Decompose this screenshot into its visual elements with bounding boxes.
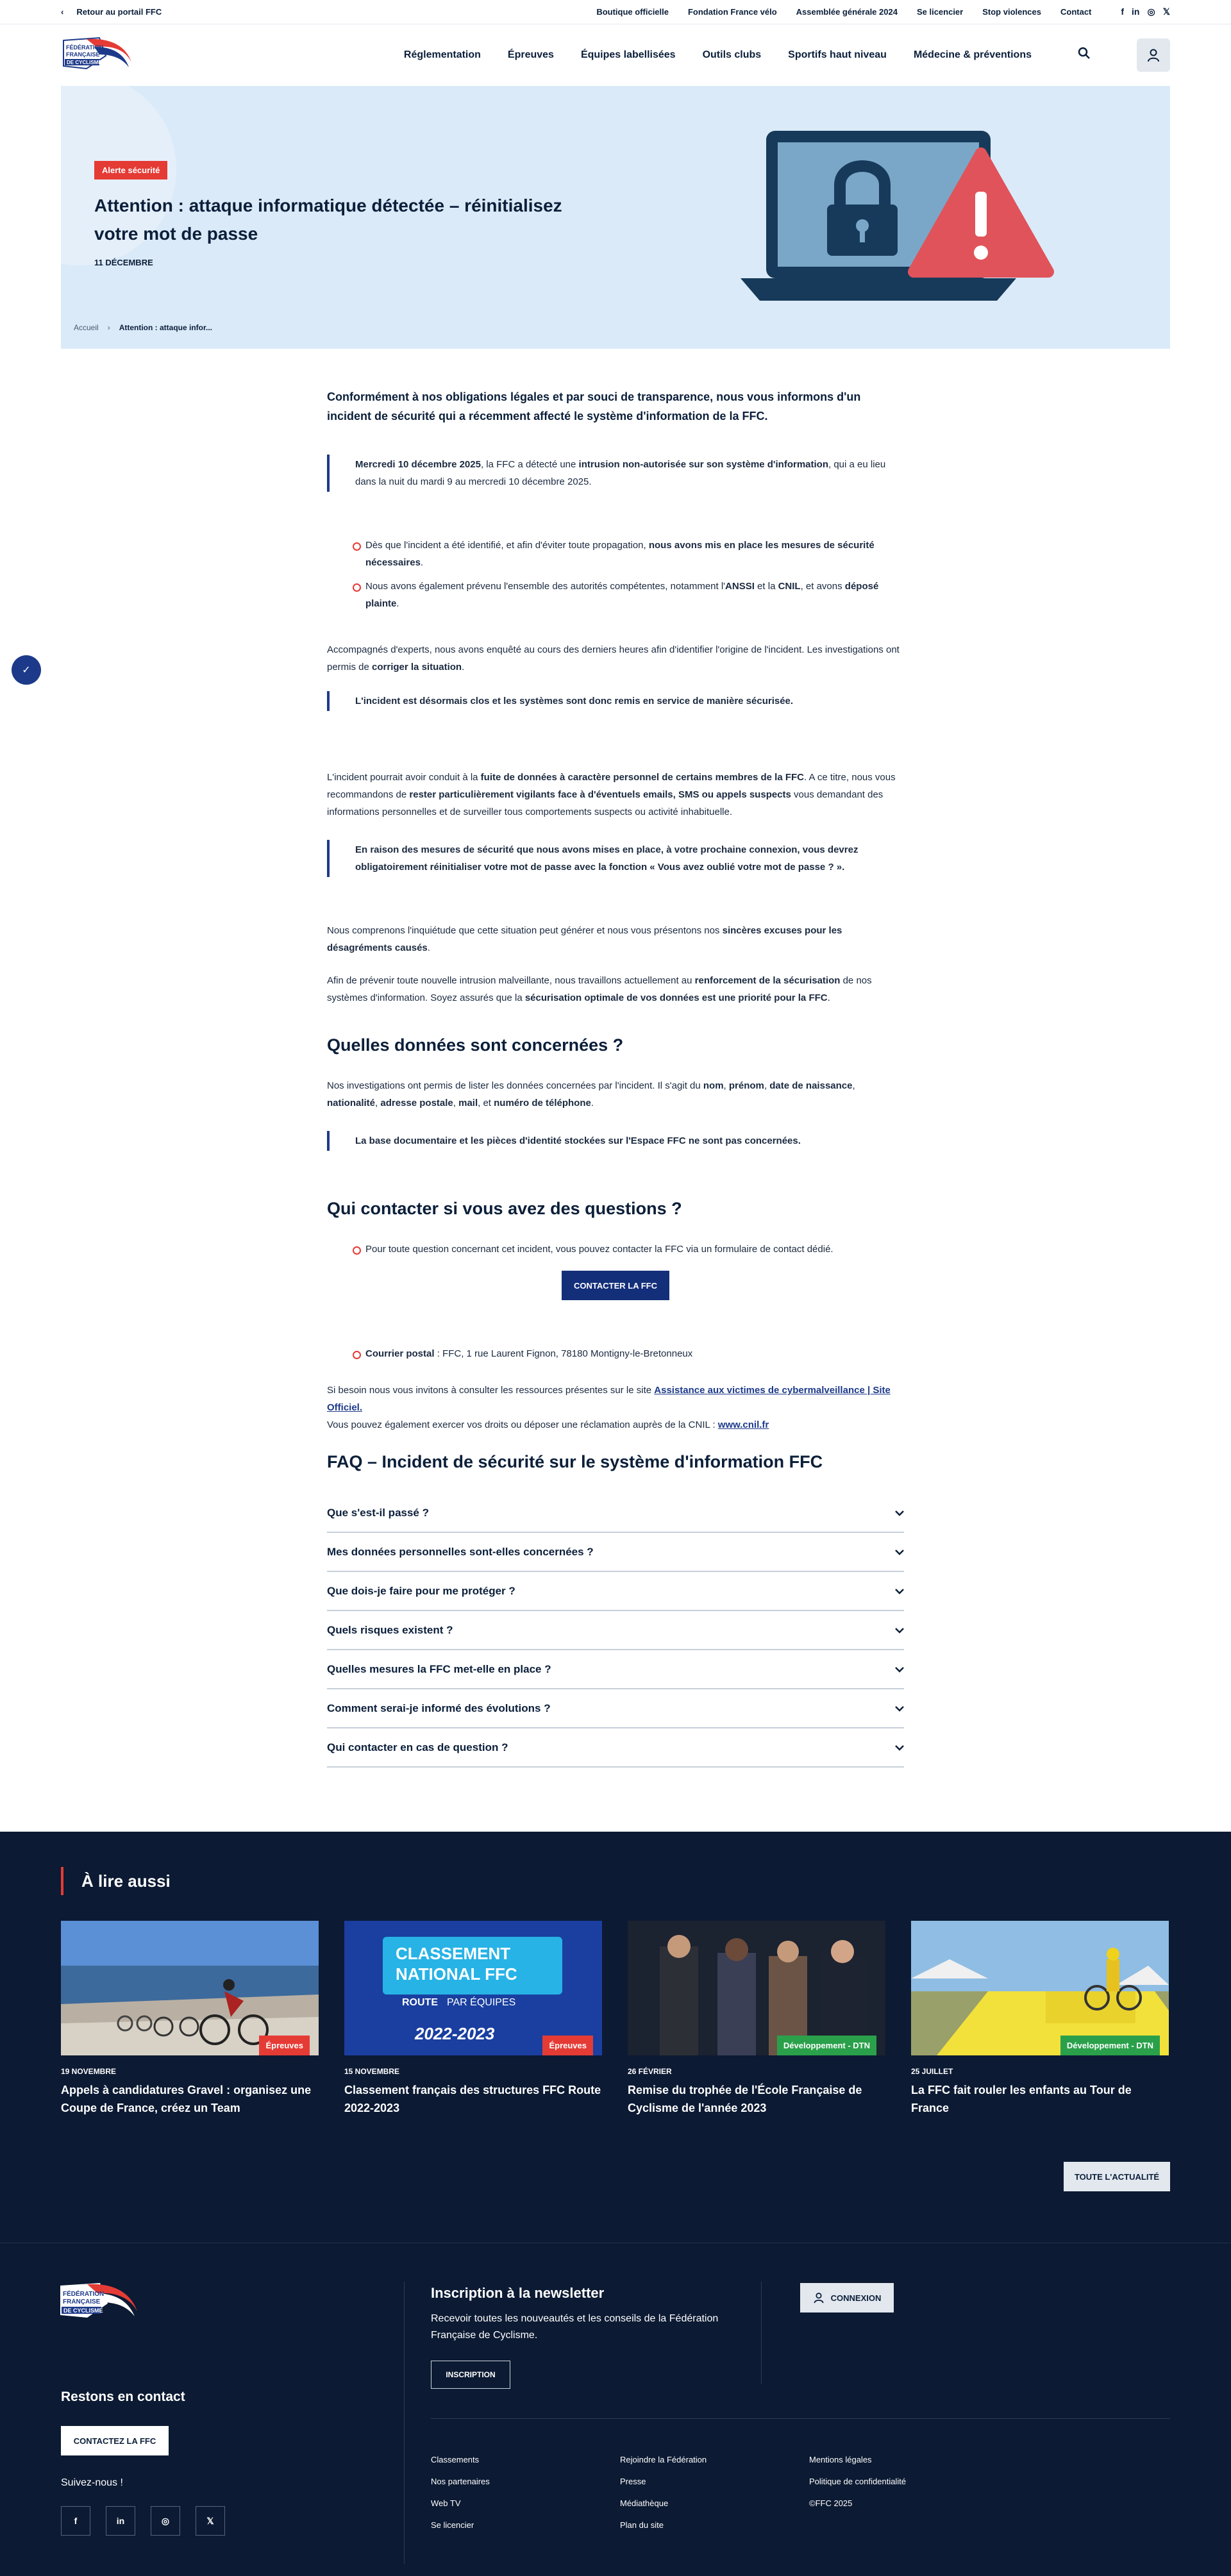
quote-date: Mercredi 10 décembre 2025 — [355, 459, 481, 470]
nav-medecine[interactable]: Médecine & préventions — [913, 49, 1032, 60]
measures-list — [327, 537, 904, 612]
follow-us-label: Suivez-nous ! — [61, 2477, 123, 2488]
link-fondation[interactable]: Fondation France vélo — [687, 7, 777, 17]
user-icon — [1146, 48, 1160, 62]
newsletter-title: Inscription à la newsletter — [431, 2285, 605, 2301]
quote-bold-intrusion: intrusion non-autorisée sur son système d'information — [578, 459, 828, 470]
footer-link[interactable]: Presse — [620, 2477, 646, 2486]
card-image-tour — [911, 1921, 1169, 2055]
svg-text:PAR ÉQUIPES: PAR ÉQUIPES — [447, 1997, 516, 2008]
list-item: Nous avons également prévenu l'ensemble des autorités compétentes, notamment l'ANSSI et la CNIL, et avons déposé plainte. — [353, 578, 904, 612]
paragraph-leak: L'incident pourrait avoir conduit à la fuite de données à caractère personnel de certains membres de la FFC. A ce titre, nous vous recommandons de rester particulièrement vigilants face à d'éventuels emails, SMS ou appels suspects vous demandant des informations personnelles et de surveiller tous comportements suspects ou activité inhabituelle. — [327, 772, 896, 817]
faq-item[interactable]: Qui contacter en cas de question ? — [327, 1728, 904, 1768]
list-item: Courrier postal : FFC, 1 rue Laurent Fignon, 78180 Montigny-le-Bretonneux — [353, 1345, 904, 1362]
user-icon — [813, 2292, 825, 2304]
breadcrumb — [74, 323, 212, 332]
nav-equipes[interactable]: Équipes labellisées — [580, 49, 676, 60]
accessibility-button[interactable] — [12, 655, 41, 685]
footer-link[interactable]: Se licencier — [431, 2520, 474, 2530]
card-title: Appels à candidatures Gravel : organisez une Coupe de France, créez un Team — [61, 2084, 312, 2114]
footer-logo[interactable] — [58, 2282, 142, 2324]
footer-link[interactable]: Rejoindre la Fédération — [620, 2455, 707, 2464]
footer-link[interactable]: Nos partenaires — [431, 2477, 490, 2486]
list-item: Pour toute question concernant cet incident, vous pouvez contacter la FFC via un formulaire de contact dédié. — [353, 1241, 904, 1258]
card-date: 26 FÉVRIER — [628, 2067, 672, 2076]
breadcrumb-current: Attention : attaque infor... — [119, 323, 213, 332]
x-icon[interactable]: 𝕏 — [196, 2506, 225, 2536]
quote-not-concerned: La base documentaire et les pièces d'identité stockées sur l'Espace FFC ne sont pas concernées. — [327, 1131, 904, 1151]
nav-epreuves[interactable]: Épreuves — [507, 49, 554, 60]
news-card[interactable] — [911, 1921, 1169, 2117]
footer-link[interactable]: Plan du site — [620, 2520, 664, 2530]
footer-link[interactable]: Médiathèque — [620, 2498, 669, 2508]
chevron-right-icon: › — [107, 323, 110, 332]
footer-contact-title: Restons en contact — [61, 2389, 185, 2404]
paragraph-data-list: Nos investigations ont permis de lister les données concernées par l'incident. Il s'agit du nom, prénom, date de naissance, nationalité, adresse postale, mail, et numéro de téléphone. — [327, 1080, 855, 1108]
card-tag: Épreuves — [542, 2036, 593, 2055]
paragraph-resources: Si besoin nous vous invitons à consulter les ressources présentes sur le site Assistance aux victimes de cybermalveillance | Site Officiel. Vous pouvez également exercer vos droits ou déposer une réclamation auprès de la CNIL : www.cnil.fr — [327, 1385, 891, 1430]
faq-item[interactable]: Que s'est-il passé ? — [327, 1494, 904, 1533]
link-contact[interactable]: Contact — [1060, 7, 1092, 17]
footer-link[interactable]: Web TV — [431, 2498, 461, 2508]
card-tag: Développement - DTN — [1060, 2036, 1160, 2055]
quote-detection — [327, 455, 904, 492]
faq-item[interactable]: Comment serai-je informé des évolutions ? — [327, 1689, 904, 1728]
facebook-icon[interactable]: f — [1121, 6, 1125, 17]
footer — [0, 2243, 1231, 2576]
faq-item[interactable]: Quels risques existent ? — [327, 1611, 904, 1650]
cnil-link[interactable]: www.cnil.fr — [717, 1419, 769, 1430]
top-links — [596, 6, 1170, 17]
read-also-title: À lire aussi — [61, 1867, 1170, 1895]
svg-text:ROUTE: ROUTE — [402, 1997, 438, 2008]
faq-item[interactable]: Mes données personnelles sont-elles concernées ? — [327, 1533, 904, 1572]
contact-list — [327, 1241, 904, 1258]
article-body — [327, 387, 904, 1768]
card-date: 25 JUILLET — [911, 2067, 953, 2076]
alert-badge[interactable]: Alerte sécurité — [94, 161, 167, 180]
heading-faq: FAQ – Incident de sécurité sur le système d'information FFC — [327, 1452, 823, 1471]
paragraph-security: Afin de prévenir toute nouvelle intrusion malveillante, nous travaillons actuellement au renforcement de la sécurisation de nos systèmes d'information. Soyez assurés que la sécurisation optimale de vos données est une priorité pour la FFC. — [327, 975, 872, 1003]
linkedin-icon[interactable]: in — [1132, 6, 1140, 17]
postal-list — [327, 1345, 904, 1362]
footer-divider — [761, 2282, 762, 2384]
page-title: Attention : attaque informatique détectée – réinitialisez votre mot de passe — [94, 196, 562, 244]
article-lead: Conformément à nos obligations légales et par souci de transparence, nous vous informons d'un incident de sécurité qui a récemment affecté le système d'information de la FFC. — [327, 390, 861, 422]
nav-outils-clubs[interactable]: Outils clubs — [702, 49, 762, 60]
quote-text-2: , qui a eu lieu dans la nuit du mardi 9 au mercredi 10 décembre 2025. — [355, 459, 886, 487]
card-title: Classement français des structures FFC Route 2022-2023 — [344, 2084, 601, 2114]
all-news-button[interactable]: TOUTE L'ACTUALITÉ — [1064, 2162, 1170, 2191]
read-also-section — [0, 1832, 1231, 2243]
faq-item[interactable]: Quelles mesures la FFC met-elle en place ? — [327, 1650, 904, 1689]
search-icon[interactable] — [1078, 47, 1091, 63]
svg-text:CLASSEMENT: CLASSEMENT — [396, 1944, 511, 1963]
news-card[interactable] — [61, 1921, 319, 2117]
back-label: Retour au portail FFC — [76, 7, 162, 17]
top-bar — [0, 0, 1231, 24]
x-icon[interactable]: 𝕏 — [1162, 6, 1170, 17]
footer-link[interactable]: Classements — [431, 2455, 480, 2464]
instagram-icon[interactable]: ◎ — [1147, 6, 1155, 17]
chevron-down-icon — [895, 1582, 904, 1600]
chevron-down-icon — [895, 1660, 904, 1678]
chevron-down-icon — [895, 1504, 904, 1521]
heading-contact: Qui contacter si vous avez des questions ? — [327, 1199, 682, 1218]
footer-links-col — [620, 2455, 809, 2530]
linkedin-icon[interactable]: in — [106, 2506, 135, 2536]
main-nav — [404, 38, 1170, 72]
card-image-classement — [344, 1921, 602, 2055]
footer-divider — [431, 2418, 1170, 2419]
footer-socials — [61, 2506, 225, 2536]
account-button[interactable] — [1137, 38, 1170, 72]
link-licencier[interactable]: Se licencier — [916, 7, 964, 17]
copyright: ©FFC 2025 — [809, 2498, 853, 2508]
link-ag[interactable]: Assemblée générale 2024 — [796, 7, 898, 17]
svg-text:DE CYCLISME: DE CYCLISME — [63, 2307, 103, 2314]
card-image-gravel — [61, 1921, 319, 2055]
publish-date: 11 DÉCEMBRE — [94, 258, 153, 267]
nav-sportifs[interactable]: Sportifs haut niveau — [788, 49, 887, 60]
footer-links-col — [431, 2455, 620, 2530]
link-stop-violences[interactable]: Stop violences — [982, 7, 1041, 17]
accessibility-icon: ✓ — [22, 665, 31, 676]
svg-text:2022-2023: 2022-2023 — [415, 2024, 495, 2043]
paragraph-investigation: Accompagnés d'experts, nous avons enquêté au cours des derniers heures afin d'identifier l'origine de l'incident. Les investigations ont permis de corriger la situation. — [327, 644, 900, 673]
paragraph-apology: Nous comprenons l'inquiétude que cette situation peut générer et nous vous présentons nos sincères excuses pour les désagréments causés. — [327, 925, 842, 953]
news-card[interactable] — [344, 1921, 602, 2117]
ffc-logo[interactable] — [61, 37, 137, 74]
main-header — [0, 24, 1231, 86]
card-date: 15 NOVEMBRE — [344, 2067, 400, 2076]
chevron-left-icon: ‹ — [61, 7, 64, 17]
svg-text:FÉDÉRATION: FÉDÉRATION — [66, 44, 103, 51]
card-title: La FFC fait rouler les enfants au Tour de France — [911, 2084, 1132, 2114]
newsletter-subscribe-button[interactable]: INSCRIPTION — [431, 2361, 510, 2389]
faq-accordion — [327, 1494, 904, 1768]
list-item: Dès que l'incident a été identifié, et afin d'éviter toute propagation, nous avons mis en place les mesures de sécurité nécessaires. — [353, 537, 904, 571]
quote-text-1: , la FFC a détecté une — [480, 459, 579, 470]
facebook-icon[interactable]: f — [61, 2506, 90, 2536]
card-tag: Épreuves — [259, 2036, 310, 2055]
contact-ffc-button[interactable]: CONTACTER LA FFC — [562, 1271, 669, 1300]
newsletter-text: Recevoir toutes les nouveautés et les conseils de la Fédération Française de Cyclisme. — [431, 2313, 719, 2341]
svg-text:DE CYCLISME: DE CYCLISME — [67, 60, 102, 65]
top-socials — [1121, 6, 1170, 17]
breadcrumb-home[interactable]: Accueil — [74, 323, 99, 332]
svg-text:FRANÇAISE: FRANÇAISE — [66, 51, 100, 58]
card-title: Remise du trophée de l'École Française de Cyclisme de l'année 2023 — [628, 2084, 862, 2114]
back-to-portal-link[interactable] — [61, 7, 162, 17]
chevron-down-icon — [895, 1739, 904, 1756]
laptop-lock-illustration — [741, 124, 1125, 310]
news-cards — [61, 1921, 1170, 2117]
hero-banner — [61, 86, 1170, 349]
login-button[interactable]: CONNEXION — [800, 2283, 894, 2313]
nav-reglementation[interactable]: Réglementation — [403, 49, 481, 60]
cybermalveillance-link[interactable]: Assistance aux victimes de cybermalveillance | Site Officiel. — [327, 1385, 891, 1413]
chevron-down-icon — [895, 1700, 904, 1717]
chevron-down-icon — [895, 1621, 904, 1639]
footer-contact-button[interactable]: CONTACTEZ LA FFC — [61, 2426, 169, 2455]
footer-link[interactable]: Mentions légales — [809, 2455, 872, 2464]
footer-links-col — [809, 2455, 998, 2530]
news-card[interactable] — [628, 1921, 885, 2117]
footer-links — [431, 2455, 998, 2530]
card-image-trophee — [628, 1921, 885, 2055]
quote-reset-password: En raison des mesures de sécurité que nous avons mises en place, à votre prochaine connexion, vous devrez obligatoirement réinitialiser votre mot de passe avec la fonction « Vous avez oublié votre mot de passe ? ». — [327, 840, 904, 877]
link-boutique[interactable]: Boutique officielle — [596, 7, 669, 17]
faq-item[interactable]: Que dois-je faire pour me protéger ? — [327, 1572, 904, 1611]
chevron-down-icon — [895, 1543, 904, 1560]
card-date: 19 NOVEMBRE — [61, 2067, 117, 2076]
footer-divider — [404, 2282, 405, 2564]
quote-closed: L'incident est désormais clos et les systèmes sont donc remis en service de manière sécurisée. — [327, 691, 904, 711]
svg-text:NATIONAL FFC: NATIONAL FFC — [396, 1964, 517, 1984]
svg-text:FÉDÉRATION: FÉDÉRATION — [63, 2291, 105, 2298]
footer-link[interactable]: Politique de confidentialité — [809, 2477, 907, 2486]
card-tag: Développement - DTN — [777, 2036, 876, 2055]
heading-data-concerned: Quelles données sont concernées ? — [327, 1035, 624, 1055]
instagram-icon[interactable]: ◎ — [151, 2506, 180, 2536]
svg-text:FRANÇAISE: FRANÇAISE — [63, 2298, 101, 2305]
